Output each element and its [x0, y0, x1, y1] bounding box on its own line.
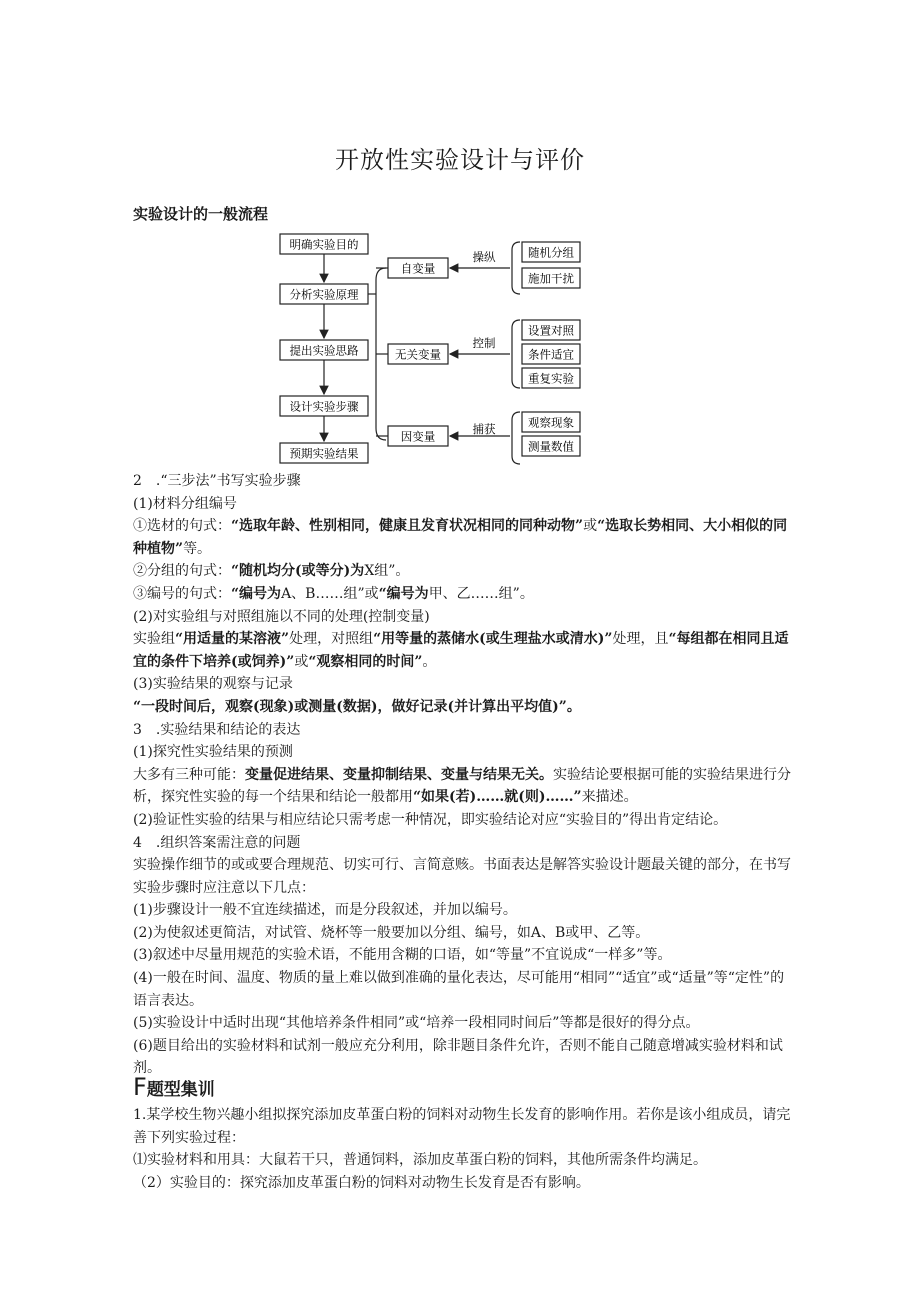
variable-box-dependent	[388, 426, 448, 446]
variable-box-irrelevant	[388, 344, 448, 364]
text-run: 大多有三种可能：	[133, 766, 245, 783]
section-2-item-3a: “一段时间后，观察(现象)或测量(数据)，做好记录(并计算出平均值)”。	[133, 698, 581, 715]
relation-label-manipulate: 操纵	[472, 250, 496, 264]
variable-label-dependent: 因变量	[400, 429, 436, 444]
bold-run: “如果(若)……就(则)……”	[413, 789, 582, 806]
flow-heading: 实验设计的一般流程	[133, 205, 269, 223]
bold-run: “用等量的蒸储水(或生理盐水或清水)”	[373, 631, 613, 648]
method-box-repeat-experiment	[522, 368, 580, 388]
variable-label-irrelevant: 无关变量	[395, 347, 441, 362]
method-label: 重复实验	[528, 371, 574, 386]
step-box-5	[280, 443, 368, 463]
method-label: 施加干扰	[528, 271, 574, 286]
variable-label-independent: 自变量	[400, 261, 436, 276]
section-4-item-3: (3)叙述中尽量用规范的实验术语，不能用含糊的口语，如“等量”不宜说成“一样多”等。	[133, 947, 672, 964]
section-2-item-1: (1)材料分组编号	[133, 495, 237, 512]
relation-label-capture: 捕获	[472, 422, 496, 436]
bold-run: “观察相同的时间”	[308, 653, 423, 670]
flow-diagram	[270, 228, 590, 468]
section-4-item-5: (5)实验设计中适时出现“其他培养条件相同”或“培养一段相同时间后”等都是很好的得分点。	[133, 1015, 700, 1032]
step-label-1: 明确实验目的	[289, 237, 359, 252]
section-2-title: 2 .“三步法”书写实验步骤	[133, 473, 301, 489]
section-3-item-1: (1)探究性实验结果的预测	[133, 744, 293, 761]
method-box-suitable-conditions	[522, 344, 580, 364]
section-2-item-2: (2)对实验组与对照组施以不同的处理(控制变量)	[133, 608, 430, 625]
body-text	[133, 470, 793, 1080]
training-letter: F	[133, 1073, 147, 1101]
text-run: A、B……组”或	[281, 585, 379, 602]
step-label-3: 提出实验思路	[289, 343, 359, 358]
question-1-part-2: （2）实验目的：探究添加皮革蛋白粉的饲料对动物生长发育是否有影响。	[133, 1174, 590, 1191]
training-title: 题型集训	[146, 1080, 215, 1100]
text-run: ③编号的句式：	[133, 585, 231, 602]
section-4-title: 4 .组织答案需注意的问题	[133, 834, 301, 851]
relation-label-control: 控制	[472, 336, 496, 350]
method-box-random-grouping	[522, 242, 580, 262]
bold-run: “选取长势相同、大小相似的同种植物”	[133, 518, 788, 557]
method-box-observe-phenomena	[522, 412, 580, 432]
section-3-title: 3 .实验结果和结论的表达	[133, 721, 301, 738]
bold-run: “编号为	[231, 585, 282, 602]
question-1-part-1: ⑴实验材料和用具：大鼠若干只，普通饲料，添加皮革蛋白粉的饲料，其他所需条件均满足。	[133, 1152, 707, 1169]
bold-run: “选取年龄、性别相同，健康且发育状况相同的同种动物”	[231, 518, 584, 535]
text-run: 来描述。	[581, 789, 638, 806]
method-box-measure-values	[522, 436, 580, 456]
text-run: 或	[294, 653, 309, 670]
method-label: 观察现象	[528, 415, 574, 430]
text-run: X组”。	[364, 563, 410, 580]
section-4-item-6: (6)题目给出的实验材料和试剂一般应充分利用，除非题目条件允许，否则不能自己随意增减实验材料和试剂。	[133, 1037, 783, 1077]
step-label-2: 分析实验原理	[289, 287, 359, 302]
text-run: ①选材的句式：	[133, 518, 231, 535]
text-run: 等。	[183, 540, 212, 557]
text-run: 甲、乙……组”。	[428, 585, 534, 602]
method-box-apply-interference	[522, 268, 580, 288]
section-4-intro: 实验操作细节的或或要合理规范、切实可行、言简意赅。书面表达是解答实验设计题最关键的部分，在书写实验步骤时应注意以下几点：	[133, 857, 791, 896]
text-run: 实验组	[133, 631, 175, 648]
bold-run: “编号为	[378, 585, 429, 602]
step-label-4: 设计实验步骤	[289, 399, 359, 414]
page-title: 开放性实验设计与评价	[335, 146, 585, 174]
section-2-item-1a	[133, 515, 793, 560]
method-label: 测量数值	[528, 439, 574, 454]
text-run: 处理，且	[612, 631, 669, 648]
section-2-item-1b	[133, 560, 793, 583]
step-box-3	[280, 340, 368, 360]
method-label: 设置对照	[528, 323, 574, 338]
section-4-item-4: (4)一般在时间、温度、物质的量上难以做到准确的量化表达，尽可能用“相同”“适宜”或“适量”等“定性”的语言表达。	[133, 970, 785, 1009]
bold-run: “用适量的某溶液”	[175, 631, 290, 648]
text-run: 处理，对照组	[289, 631, 374, 648]
section-2-item-1c	[133, 583, 793, 606]
step-box-2	[280, 284, 368, 304]
section-4-item-2: (2)为使叙述更简洁，对试管、烧杯等一般要加以分组、编号，如A、B或甲、乙等。	[133, 924, 650, 941]
section-4-item-1: (1)步骤设计一般不宜连续描述，而是分段叙述，并加以编号。	[133, 902, 517, 919]
text-run: ②分组的句式：	[133, 563, 231, 580]
text-run: 实验结论要根据可能的实验结果进行分析，探究性实验的每一个结果和结论一般都用	[133, 766, 791, 806]
method-label: 条件适宜	[528, 347, 574, 362]
step-label-5: 预期实验结果	[289, 446, 359, 461]
training-section	[133, 1073, 793, 1194]
method-label: 随机分组	[528, 245, 574, 260]
text-run: 或	[583, 518, 598, 535]
method-box-set-control	[522, 320, 580, 340]
step-box-1	[280, 234, 368, 254]
section-3-item-2: (2)验证性实验的结果与相应结论只需考虑一种情况，即实验结论对应“实验目的”得出肯定结论。	[133, 811, 728, 828]
bold-run: 变量促进结果、变量抑制结果、变量与结果无关。	[245, 766, 553, 783]
section-2-item-2a	[133, 628, 793, 673]
step-box-4	[280, 396, 368, 416]
relation-arrows	[450, 268, 510, 436]
text-run: 。	[422, 653, 437, 670]
section-3-item-1a	[133, 764, 793, 809]
bold-run: “随机均分(或等分)为	[231, 563, 365, 580]
training-heading	[133, 1073, 793, 1104]
section-2-item-3: (3)实验结果的观察与记录	[133, 676, 293, 693]
variable-box-independent	[388, 258, 448, 278]
question-1: 1.某学校生物兴趣小组拟探究添加皮革蛋白粉的饲料对动物生长发育的影响作用。若你是该小组成员，请完善下列实验过程：	[133, 1107, 791, 1146]
bold-run: “每组都在相同且适宜的条件下培养(或饲养)”	[133, 631, 789, 670]
